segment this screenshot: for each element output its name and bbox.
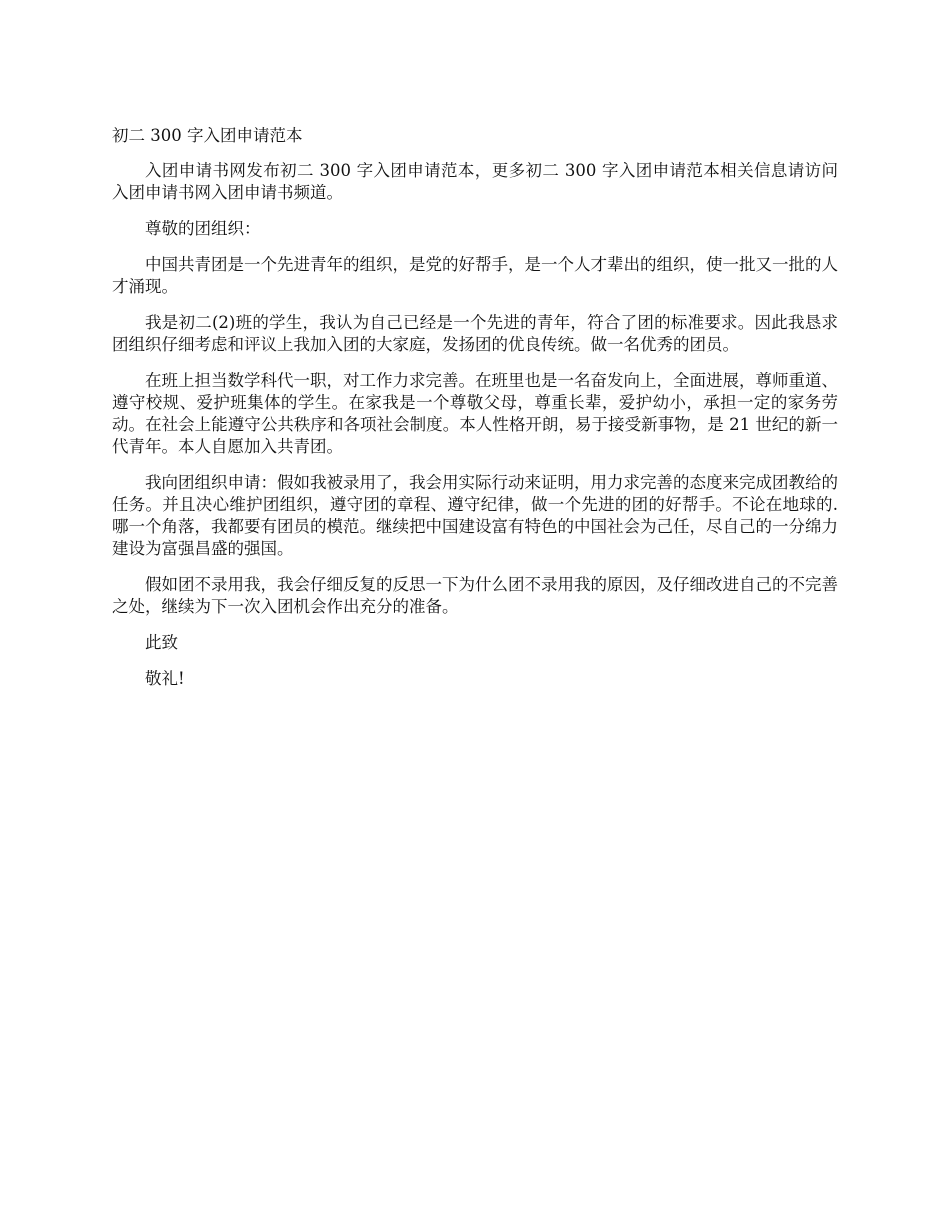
body-paragraph: 在班上担当数学科代一职，对工作力求完善。在班里也是一名奋发向上，全面进展，尊师重道、遵守校规、爱护班集体的学生。在家我是一个尊敬父母，尊重长辈，爱护幼小，承担一定的家务劳动。在社会上能遵守公共秩序和各项社会制度。本人性格开朗，易于接受新事物，是 21 世纪的新一代青年。本人自愿加入共青团。: [112, 371, 838, 456]
salutation: 尊敬的团组织：: [145, 219, 261, 238]
intro-paragraph: 入团申请书网发布初二 300 字入团申请范本，更多初二 300 字入团申请范本相关信息请访问入团申请书网入团申请书频道。: [112, 161, 838, 202]
closing-phrase: 此致: [145, 633, 178, 652]
body-paragraph: 假如团不录用我，我会仔细反复的反思一下为什么团不录用我的原因，及仔细改进自己的不完善之处，继续为下一次入团机会作出充分的准备。: [112, 575, 838, 616]
closing-regards: 敬礼!: [145, 669, 185, 688]
body-paragraph: 我向团组织申请：假如我被录用了，我会用实际行动来证明，用力求完善的态度来完成团教给的任务。并且决心维护团组织，遵守团的章程、遵守纪律，做一个先进的团的好帮手。不论在地球的.哪一个角落，我都要有团员的模范。继续把中国建设富有特色的中国社会为己任，尽自己的一分绵力建设为富强昌盛的强国。: [112, 473, 838, 558]
document-title: 初二 300 字入团申请范本: [112, 126, 303, 145]
document-body: [112, 125, 838, 704]
body-paragraph: 中国共青团是一个先进青年的组织，是党的好帮手，是一个人才辈出的组织，使一批又一批的人才涌现。: [112, 255, 838, 296]
body-paragraph: 我是初二(2)班的学生，我认为自己已经是一个先进的青年，符合了团的标准要求。因此我恳求团组织仔细考虑和评议上我加入团的大家庭，发扬团的优良传统。做一名优秀的团员。: [112, 313, 838, 354]
